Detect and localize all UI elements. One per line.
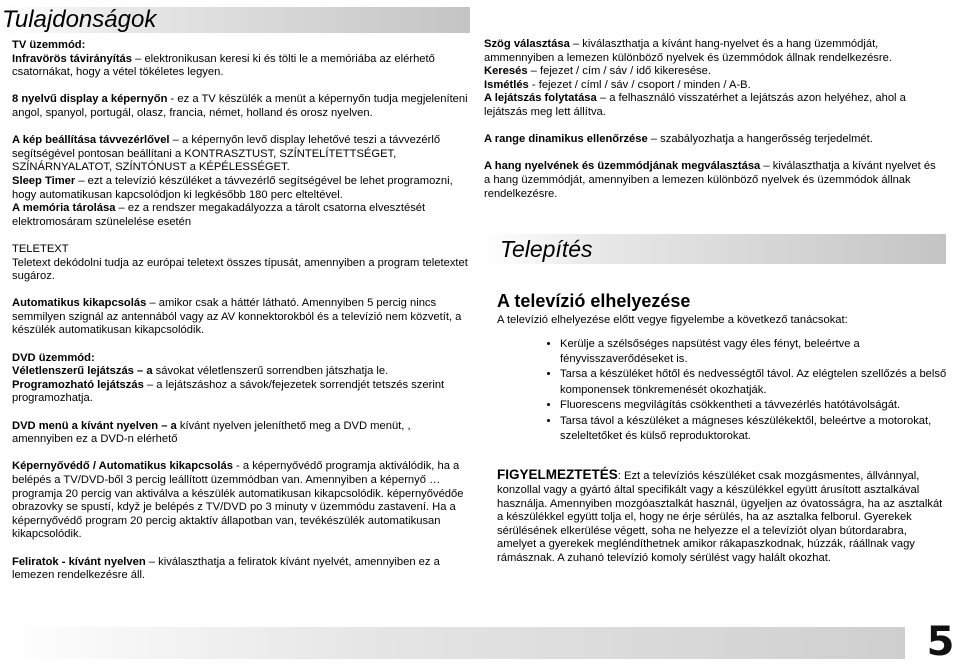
paragraph-bold: Automatikus kikapcsolás [12, 297, 147, 310]
paragraph-text: – a képernyőn levő display lehetővé teszi a távvezérlő segítségével pontosan beállítani a KONTRASZTUST, SZÍNTELÍTETTSÉGET, SZÍNÁRNYALATOT, SZÍNTÓNUST a KÉPÉLESSÉGET. [12, 134, 441, 174]
footer-bar [0, 627, 905, 659]
paragraph-text: – kiválaszthatja a kívánt nyelvet és a hang üzemmódját, amennyiben a lemezen különböző nyelvek és üzemmódok állnak rendelkezésre. [484, 160, 936, 200]
placement-bullets [497, 337, 947, 445]
paragraph-text: – amikor csak a háttér látható. Amennyiben 5 percig nincs semmilyen szignál az antennából vagy az AV konnektorokból és a televízió nem közvetít, a készülék automatikusan kikapcsolódik. [12, 297, 462, 337]
paragraph-bold: Sleep Timer [12, 174, 76, 187]
paragraph-bold: A memória tárolása [12, 202, 116, 215]
paragraph-mem [12, 202, 468, 229]
install-title: Telepítés [500, 236, 593, 262]
warning-label: FIGYELMEZTETÉS [497, 467, 618, 483]
install-title-bar [484, 234, 946, 264]
main-title-bar [0, 7, 470, 33]
paragraph-text: – szabályozhatja a hangerősség terjedelmét. [647, 133, 873, 146]
paragraph-text: – kiválaszthatja a kívánt hang-nyelvet és a hang üzemmódját, ammennyiben a lemezen különböző nyelvek és üzemmódok állnak rendelkezésre. [484, 38, 892, 64]
paragraph-dvd [12, 352, 468, 366]
paragraph-bold: DVD menü a kívánt nyelven – a [12, 419, 177, 432]
paragraph-menu [12, 420, 468, 447]
paragraph-bold: DVD üzemmód: [12, 351, 95, 364]
placement-section [497, 290, 947, 566]
paragraph-bold: A lejátszás folytatása [484, 92, 597, 105]
paragraph-bold: Szög választása [484, 38, 570, 50]
paragraph-search [484, 65, 942, 79]
paragraph-bold: Feliratok - kívánt nyelven [12, 555, 146, 568]
page-number: 5 [926, 619, 954, 665]
bullet-item: • Fluorescens megvilágítás csökkentheti a távvezérlés hatótávolságát. [560, 398, 947, 413]
paragraph-sleep [12, 175, 468, 202]
paragraph-bold: A hang nyelvének és üzemmódjának megválasztása [484, 160, 761, 173]
paragraph-text: – elektronikusan keresi ki és tölti le a memóriába az elérhető csatornákat, hogy a vétel tökéletes legyen. [12, 52, 435, 79]
paragraph-bold: Képernyővédő / Automatikus kikapcsolás [12, 460, 233, 473]
paragraph-bold: 8 nyelvű display a képernyőn [12, 93, 168, 106]
paragraph-range [484, 133, 942, 147]
paragraph-repeat [484, 79, 942, 93]
paragraph-rnd [12, 365, 468, 379]
paragraph-text: - fejezet / címl / sáv / csoport / minden / A-B. [528, 78, 751, 91]
paragraph-bold: A kép beállítása távvezérlővel [12, 134, 170, 147]
paragraph-bold: TV üzemmód: [12, 39, 86, 51]
paragraph-gap [12, 406, 468, 420]
paragraph-text: - a képernyővédő programja aktiválódik, ha a belépés a TV/DVD-ből 3 percig leállított üzemmódban van. Amennyiben a képernyő … programja 20 percig van aktiválva a készülék automatikusan kikapcsolódik. képernyővédőe obrazovky se spustí, když je belépés z TV/DVD po 3 minuty v üzemmódu zastavení. Ha a képernyővédő program 20 percig aktaktív állapotban van, tevékészülék automatikusan kikapcsolódik. [12, 460, 464, 541]
paragraph-text: - ez a TV készülék a menüt a képernyőn tudja megjeleníteni angol, spanyol, portugál, olasz, francia, német, holland és orosz nyelven. [12, 93, 468, 119]
paragraph-gap [12, 80, 468, 94]
paragraph-resume [484, 92, 942, 119]
paragraph-lang [12, 93, 468, 120]
paragraph-text: sávokat véletlenszerű sorrendben játszhatja le. [152, 365, 389, 378]
paragraph-bold: Infravörös távirányítás [12, 52, 133, 65]
paragraph-gap [12, 121, 468, 135]
warning-text: : Ezt a televíziós készüléket csak mozgásmentes, állvánnyal, konzollal vagy a gyártó által specifikált vagy a készülékkel együtt árusított asztalkával használja. Amennyiben mozgóasztalkát használ, ügyeljen az óvatosságra, ha az asztalkát a készülékkel együtt tolja el, hogy ne érje sérülés, ha az asztalka felborul. Gyerekek sérülésének elkerülése végett, soha ne helyezze el a televíziót olyan bútordarabra, amelyet a gyerekek megléndíthetnek amikor rákapaszkodnak, húzzák, ráállnak vagy rámásznak. A zuhanó televízió komoly sérülést vagy halált okozhat. [497, 470, 943, 564]
paragraph-gap [484, 120, 942, 134]
paragraph-bold: Programozható lejátszás [12, 378, 144, 391]
paragraph-gap [12, 229, 468, 243]
paragraph-gap [12, 338, 468, 352]
paragraph-gap [12, 542, 468, 556]
paragraph-sub [12, 556, 468, 583]
dvd-features-column [484, 38, 942, 201]
paragraph-text: kívánt nyelven jeleníthető meg a DVD menüt, , amennyiben ez a DVD-n elérhető [12, 419, 411, 446]
placement-intro: A televízió elhelyezése előtt vegye figyelembe a következő tanácsokat: [497, 314, 848, 326]
bullet-item: • Tarsa a készüléket hőtől és nedvességtől távol. Az elégtelen szellőzés a belső komponensek tönkremenését okozhatják. [560, 367, 947, 398]
paragraph-text: – a felhasználó visszatérhet a lejátszás azon helyéhez, ahol a lejátszás meg lett állítva. [484, 92, 906, 118]
paragraph-text: – ez a rendszer megakadályozza a tárolt csatorna elvesztését elektromosáram szünelelése esetén [12, 202, 426, 228]
paragraph-pic [12, 134, 468, 175]
bullet-item: • Kerülje a szélsőséges napsütést vagy éles fényt, beleértve a fényvisszaverődéseket is. [560, 337, 947, 368]
features-column [12, 39, 468, 583]
paragraph-gap [12, 447, 468, 461]
paragraph-tt [12, 243, 468, 257]
paragraph-angle [484, 38, 942, 65]
paragraph-prog [12, 379, 468, 406]
paragraph-bold: A range dinamikus ellenőrzése [484, 133, 648, 146]
paragraph-scr [12, 460, 468, 542]
page-title: Tulajdonságok [2, 6, 157, 33]
paragraph-ir [12, 53, 468, 80]
paragraph-tt2 [12, 257, 468, 284]
paragraph-text: – ezt a televízió készüléket a távvezérlő segítségével be lehet programozni, hogy automatikusan kapcsolódjon ki legkésőbb 180 perc elteltével. [12, 174, 453, 201]
paragraph-text: Teletext dekódolni tudja az európai teletext összes típusát, amennyiben a program teletextet sugároz. [12, 256, 468, 283]
paragraph-audio [484, 160, 942, 201]
paragraph-auto [12, 297, 468, 338]
placement-heading: A televízió elhelyezése [497, 291, 691, 311]
paragraph-bold: Keresés [484, 65, 528, 78]
paragraph-text: – fejezet / cím / sáv / idő kikeresése. [527, 65, 711, 78]
paragraph-tv [12, 39, 468, 53]
paragraph-bold: Ismétlés [484, 78, 529, 91]
paragraph-text: – a lejátszáshoz a sávok/fejezetek sorrendjét tetszés szerint programozhatja. [12, 378, 445, 405]
paragraph-bold: Véletlenszerű lejátszás – a [12, 365, 153, 378]
paragraph-gap [484, 147, 942, 161]
warning-paragraph [497, 468, 947, 565]
bullet-item: • Tarsa távol a készüléket a mágneses készülékektől, beleértve a motorokat, szeleltetőket és külső reproduktorokat. [560, 414, 947, 445]
paragraph-gap [12, 284, 468, 298]
paragraph-text: – kiválaszthatja a feliratok kívánt nyelvét, amennyiben ez a lemezen rendelkezésre áll. [12, 555, 440, 582]
paragraph-text: TELETEXT [12, 242, 69, 255]
